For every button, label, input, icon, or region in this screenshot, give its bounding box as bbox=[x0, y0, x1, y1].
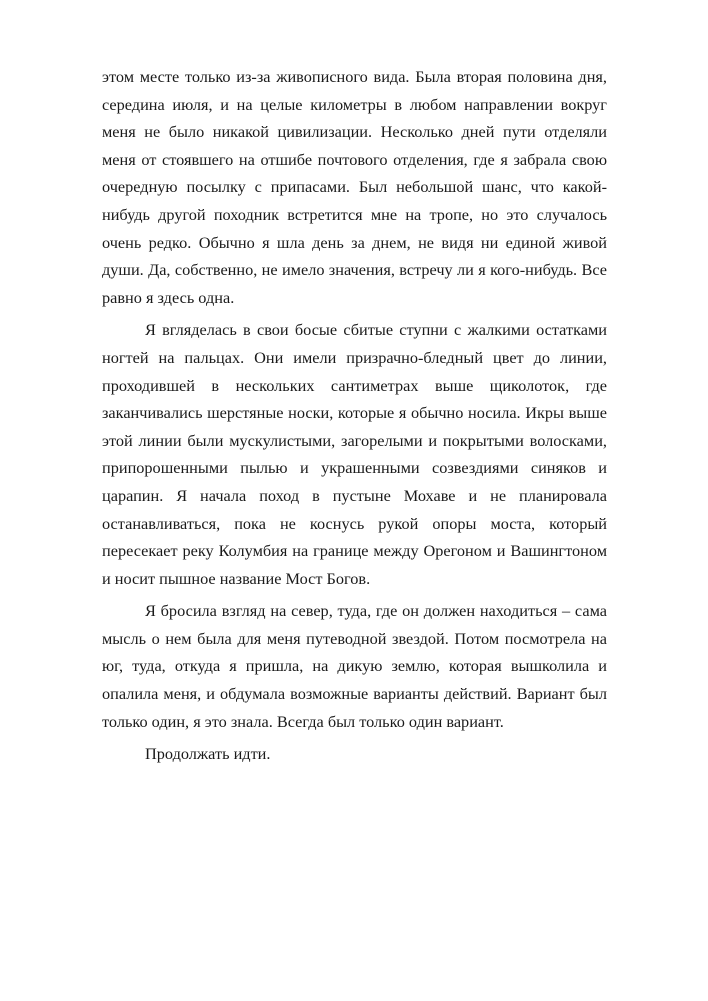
paragraph: Продолжать идти. bbox=[145, 744, 271, 764]
paragraph-continuation: этом месте только из-за живописного вида. Была вторая половина дня, середина июля, и на целые километры в любом направлении вокруг меня не было никакой цивилизации. Несколько дней пути отделяли меня от стоявшего на отшибе почтового отделения, где я забрала свою очередную посылку с припасами. Был небольшой шанс, что какой-нибудь другой походник встретится мне на тропе, но это случалось очень редко. Обычно я шла день за днем, не видя ни единой живой души. Да, собственно, не имело значения, встречу ли я кого-нибудь. Все равно я здесь одна. bbox=[102, 67, 607, 307]
paragraph: Я вгляделась в свои босые сбитые ступни с жалкими остатками ногтей на пальцах. Они имели призрачно-бледный цвет до линии, проходившей в нескольких сантиметрах выше щиколоток, где заканчивались шерстяные носки, которые я обычно носила. Икры выше этой линии были мускулистыми, загорелыми и покрытыми волосками, припорошенными пылью и украшенными созвездиями синяков и царапин. Я начала поход в пустыне Мохаве и не планировала останавливаться, пока не коснусь рукой опоры моста, который пересекает реку Колумбия на границе между Орегоном и Вашингтоном и носит пышное название Мост Богов. bbox=[102, 320, 607, 588]
paragraph: Я бросила взгляд на север, туда, где он должен находиться – сама мысль о нем была для меня путеводной звездой. Потом посмотрела на юг, туда, откуда я пришла, на дикую землю, которая вышколила и опалила меня, и обдумала возможные варианты действий. Вариант был только один, я это знала. Всегда был только один вариант. bbox=[102, 601, 607, 731]
body-text bbox=[102, 63, 607, 768]
